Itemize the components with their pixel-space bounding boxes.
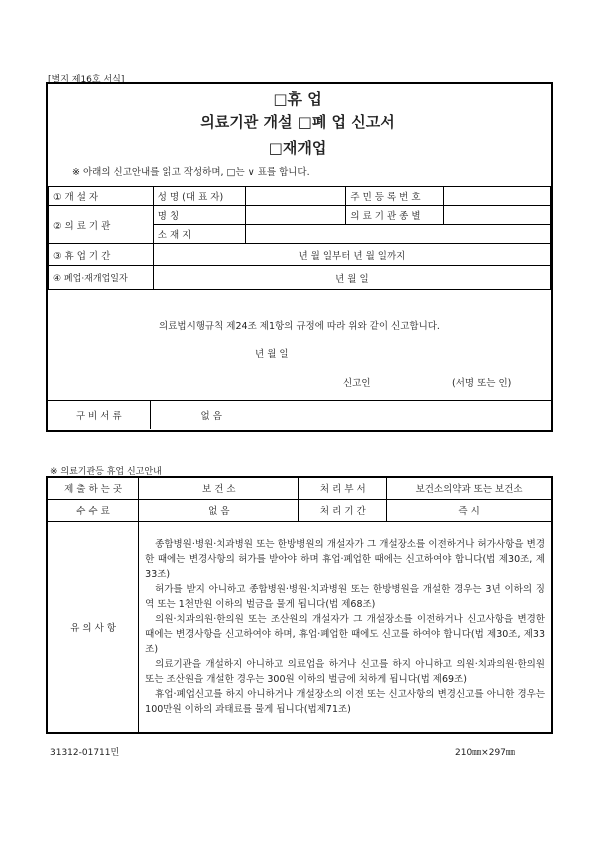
submit-to-value: 보 건 소 <box>139 477 299 499</box>
suspension-period-label: ③ 휴 업 기 간 <box>49 244 154 266</box>
title-line-1: □휴 업 <box>273 90 322 108</box>
guide-title: ※ 의료기관등 휴업 신고안내 <box>50 467 162 477</box>
submit-to-label: 제 출 하 는 곳 <box>47 477 139 499</box>
department-label: 처 리 부 서 <box>299 477 387 499</box>
declaration-date[interactable]: 년 월 일 <box>255 349 289 360</box>
table-row <box>47 521 552 733</box>
paper-size: 210㎜×297㎜ <box>455 748 515 758</box>
representative-field[interactable] <box>245 187 346 206</box>
close-reopen-date-label: ④ 폐업·재개업일자 <box>49 266 154 290</box>
institution-type-field[interactable] <box>444 206 551 225</box>
processing-period-value: 즉 시 <box>387 499 552 521</box>
rrn-field[interactable] <box>444 187 551 206</box>
note-paragraph: 의료기관을 개설하지 아니하고 의료업을 하거나 신고를 하지 아니하고 의원·치과의원·한의원 또는 조산원을 개설한 경우는 300원 이하의 벌금에 처하게 됩니다(법 제69조) <box>145 658 545 685</box>
documents-table <box>48 400 551 429</box>
fee-value: 없 음 <box>139 499 299 521</box>
close-reopen-date-field[interactable]: 년 월 일 <box>153 266 550 290</box>
table-row <box>47 477 552 499</box>
processing-period-label: 처 리 기 간 <box>299 499 387 521</box>
address-label: 소 재 지 <box>153 225 245 244</box>
note-paragraph: 휴업·폐업신고를 하지 아니하거나 개설장소의 이전 또는 신고사항의 변경신고를 아니한 경우는 100만원 이하의 과태료를 물게 됩니다(법제71조) <box>145 688 545 715</box>
table-row <box>47 499 552 521</box>
institution-type-label: 의 료 기 관 종 별 <box>346 206 444 225</box>
notes-content <box>139 521 552 733</box>
form-number-label: [별지 제16호 서식] <box>48 75 125 85</box>
table-row <box>49 187 551 206</box>
fee-label: 수 수 료 <box>47 499 139 521</box>
note-paragraph: 종합병원·병원·치과병원 또는 한방병원의 개설자가 그 개설장소를 이전하거나 허가사항을 변경한 때에는 변경사항의 허가를 받아야 하며 휴업·폐업한 때에는 신고하여야 합니다(법 제30조, 제33조) <box>145 538 545 580</box>
address-field[interactable] <box>245 225 550 244</box>
form-code: 31312-01711민 <box>50 748 120 758</box>
declaration-statement: 의료법시행규칙 제24조 제1항의 규정에 따라 위와 같이 신고합니다. <box>159 321 440 332</box>
note-paragraph: 허가를 받지 아니하고 종합병원·병원·치과병원 또는 한방병원을 개설한 경우는 3년 이하의 징역 또는 1천만원 이하의 벌금을 물게 됩니다(법 제68조) <box>145 583 545 610</box>
table-row <box>48 401 551 429</box>
guide-table <box>46 476 553 734</box>
signature-note[interactable]: (서명 또는 인) <box>452 378 512 389</box>
department-value: 보건소의약과 또는 보건소 <box>387 477 552 499</box>
representative-label: 성 명 (대 표 자) <box>153 187 245 206</box>
table-row <box>49 266 551 290</box>
institution-label: ② 의 료 기 관 <box>49 206 154 244</box>
note-paragraph: 의원·치과의원·한의원 또는 조산원의 개설자가 그 개설장소를 이전하거나 신고사항을 변경한 때에는 변경사항을 신고하여야 하며, 휴업·폐업한 때에도 신고를 하여야 합니다(법 제30조, 제33조) <box>145 613 545 655</box>
title-line-2: 의료기관 개설 □폐 업 신고서 <box>200 113 395 131</box>
founder-label: ① 개 설 자 <box>49 187 154 206</box>
form-main-table <box>48 186 551 290</box>
institution-name-field[interactable] <box>245 206 346 225</box>
rrn-label: 주 민 등 록 번 호 <box>346 187 444 206</box>
documents-label: 구 비 서 류 <box>48 401 150 429</box>
instruction-notice: ※ 아래의 신고안내를 읽고 작성하며, □는 ∨ 표를 합니다. <box>72 167 310 178</box>
notes-label: 유 의 사 항 <box>47 521 139 733</box>
title-line-3: □재개업 <box>268 139 327 157</box>
table-row <box>49 244 551 266</box>
table-row <box>49 206 551 225</box>
institution-name-label: 명 칭 <box>153 206 245 225</box>
declarant-label: 신고인 <box>343 378 371 389</box>
documents-value: 없 음 <box>150 401 551 429</box>
suspension-period-field[interactable]: 년 월 일부터 년 월 일까지 <box>153 244 550 266</box>
